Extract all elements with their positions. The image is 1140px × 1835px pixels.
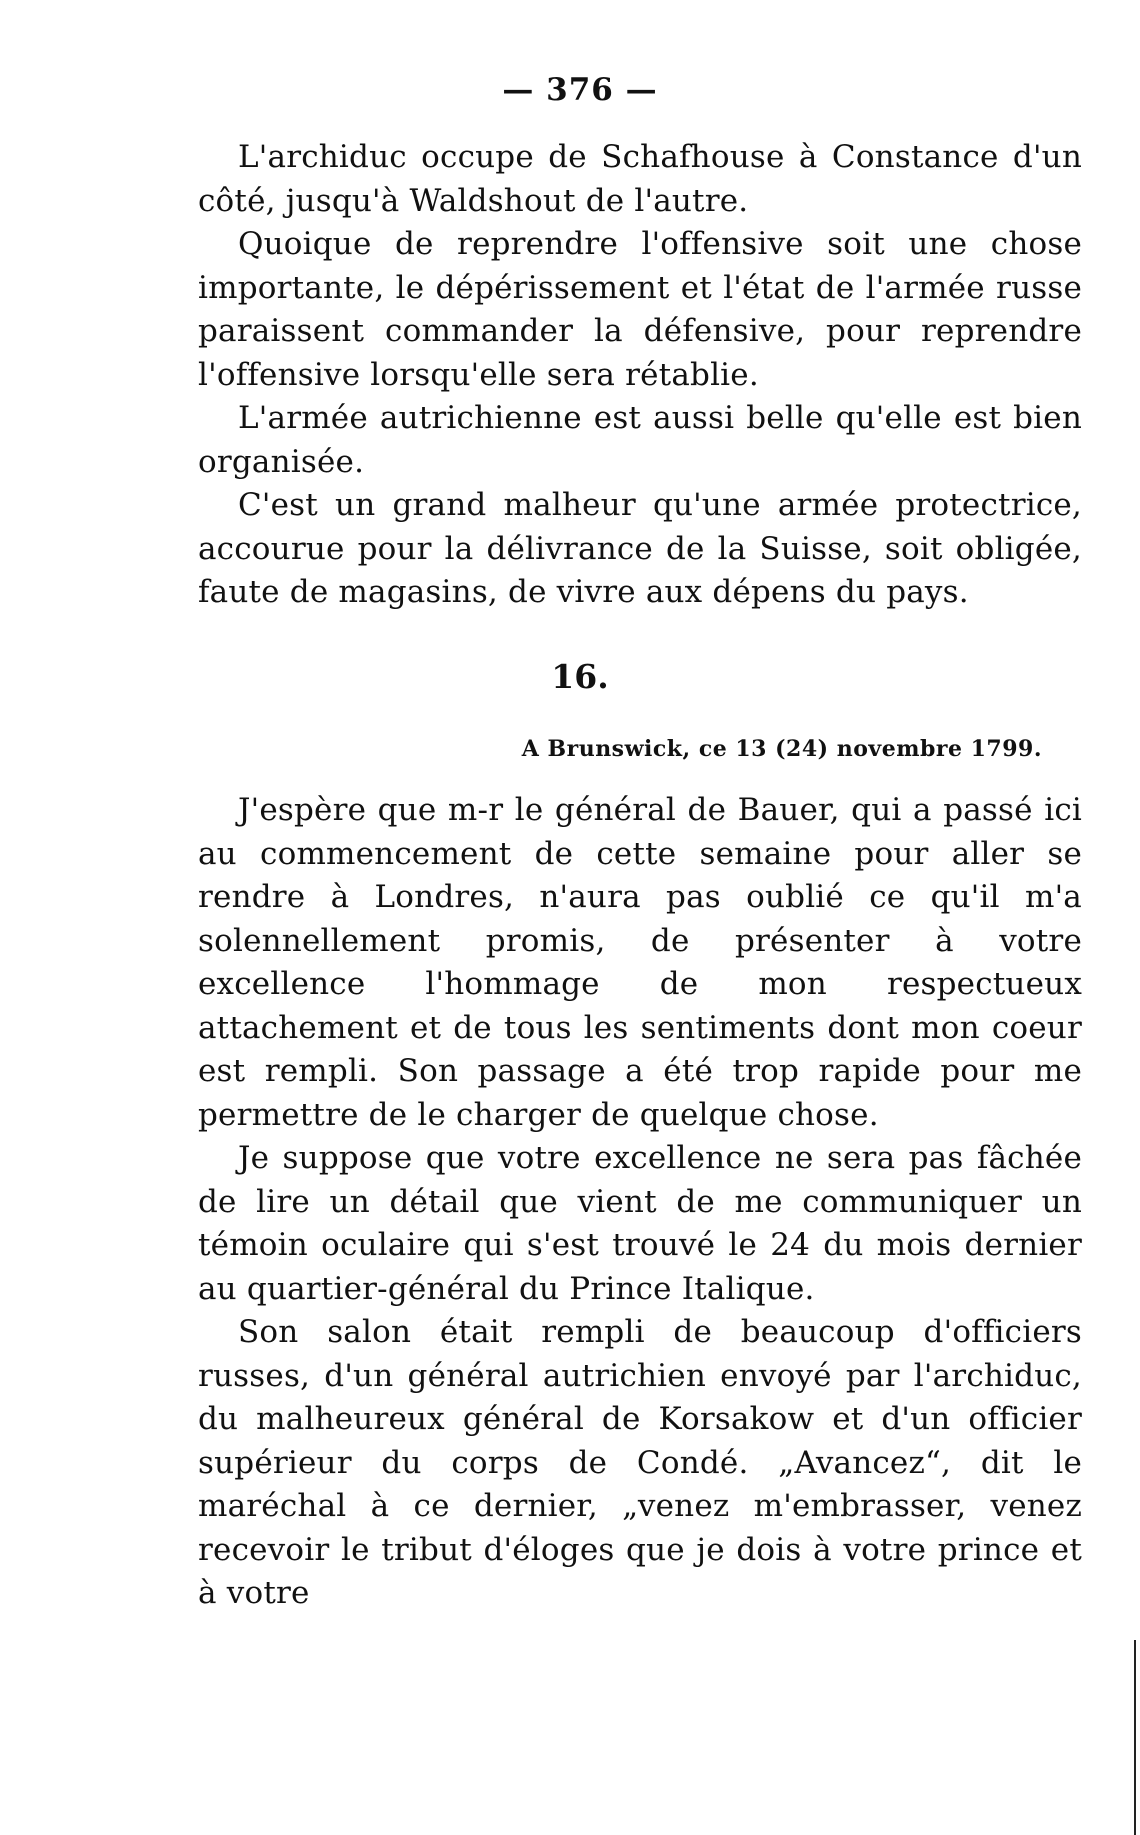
paragraph: J'espère que m-r le général de Bauer, qui a passé ici au commencement de cette semaine pour aller se rendre à Londres, n'aura pas oublié ce qu'il m'a solennellement promis, de présenter à votre excellence l'hommage de mon respectueux attachement et de tous les sentiments dont mon coeur est rempli. Son passage a été trop rapide pour me permettre de le charger de quelque chose. — [198, 792, 1082, 1133]
paragraph: C'est un grand malheur qu'une armée protectrice, accourue pour la délivrance de la Suisse, soit obligée, faute de magasins, de vivre aux dépens du pays. — [198, 487, 1082, 610]
letter-number: 16. — [551, 657, 609, 696]
page-number: — 376 — — [502, 72, 658, 108]
paragraph: L'armée autrichienne est aussi belle qu'elle est bien organisée. — [198, 400, 1082, 480]
paragraph: Je suppose que votre excellence ne sera pas fâchée de lire un détail que vient de me communiquer un témoin oculaire qui s'est trouvé le 24 du mois dernier au quartier-général du Prince Italique. — [198, 1140, 1082, 1307]
scan-edge-line — [1134, 1640, 1136, 1835]
paragraph: L'archiduc occupe de Schafhouse à Constance d'un côté, jusqu'à Waldshout de l'autre. — [198, 139, 1082, 219]
paragraph: Quoique de reprendre l'offensive soit une chose importante, le dépérissement et l'état de l'armée russe paraissent commander la défensive, pour reprendre l'offensive lorsqu'elle sera rétablie. — [198, 226, 1082, 393]
letter-body — [198, 789, 1082, 1616]
body-text-top — [198, 136, 1082, 615]
paragraph: Son salon était rempli de beaucoup d'officiers russes, d'un général autrichien envoyé par l'archiduc, du malheureux général de Korsakow et d'un officier supérieur du corps de Condé. „Avancez“, dit le maréchal à ce dernier, „venez m'embrasser, venez recevoir le tribut d'éloges que je dois à votre prince et à votre — [198, 1314, 1082, 1611]
letter-dateline: A Brunswick, ce 13 (24) novembre 1799. — [521, 736, 1042, 762]
